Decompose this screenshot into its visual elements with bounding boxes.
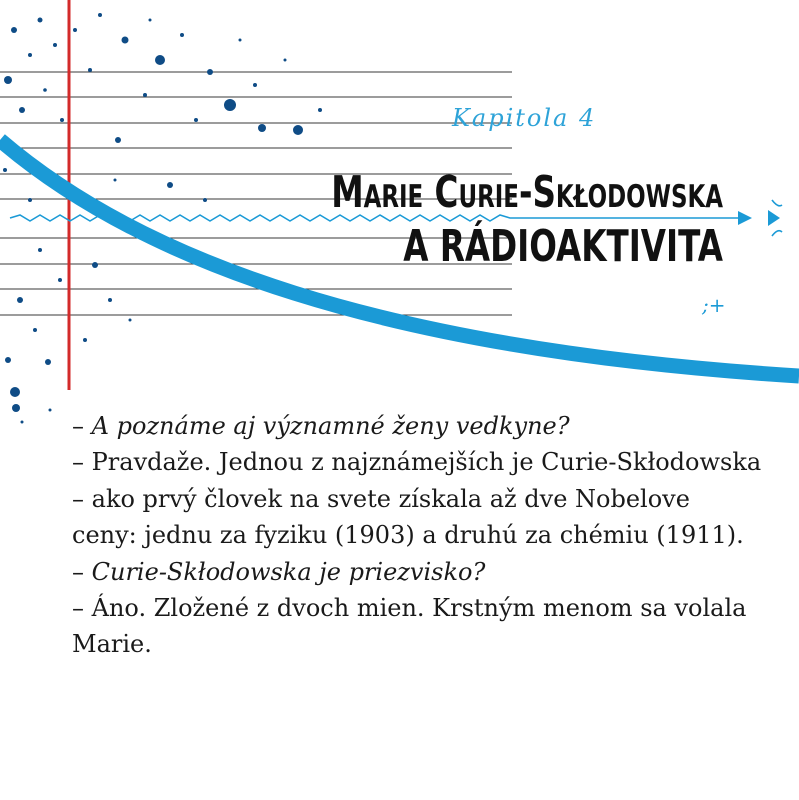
dialogue-text: [72, 408, 762, 663]
dialogue-line: – Áno. Zložené z dvoch mien. Krstným menom sa volala Marie.: [72, 594, 747, 659]
chapter-title-line1: Marie Curie-Skłodowska: [331, 167, 723, 218]
dialogue-line: – A poznáme aj významné ženy vedkyne?: [72, 412, 570, 440]
doodle-text: ;+: [702, 293, 726, 317]
arrow-head-icon: [738, 211, 752, 225]
dialogue-line: – Pravdaže. Jednou z najznámejších je Curie-Skłodowska – ako prvý človek na svete získala až dve Nobelove ceny: jednu za fyziku (1903) a druhú za chémiu (1911).: [72, 448, 762, 550]
chapter-title: [309, 166, 723, 274]
chapter-title-line2: A RÁDIOAKTIVITA: [403, 221, 723, 272]
dialogue-line: – Curie-Skłodowska je priezvisko?: [72, 557, 486, 586]
arrow-marker-icon: [768, 210, 780, 226]
chapter-label: Kapitola 4: [452, 104, 597, 132]
